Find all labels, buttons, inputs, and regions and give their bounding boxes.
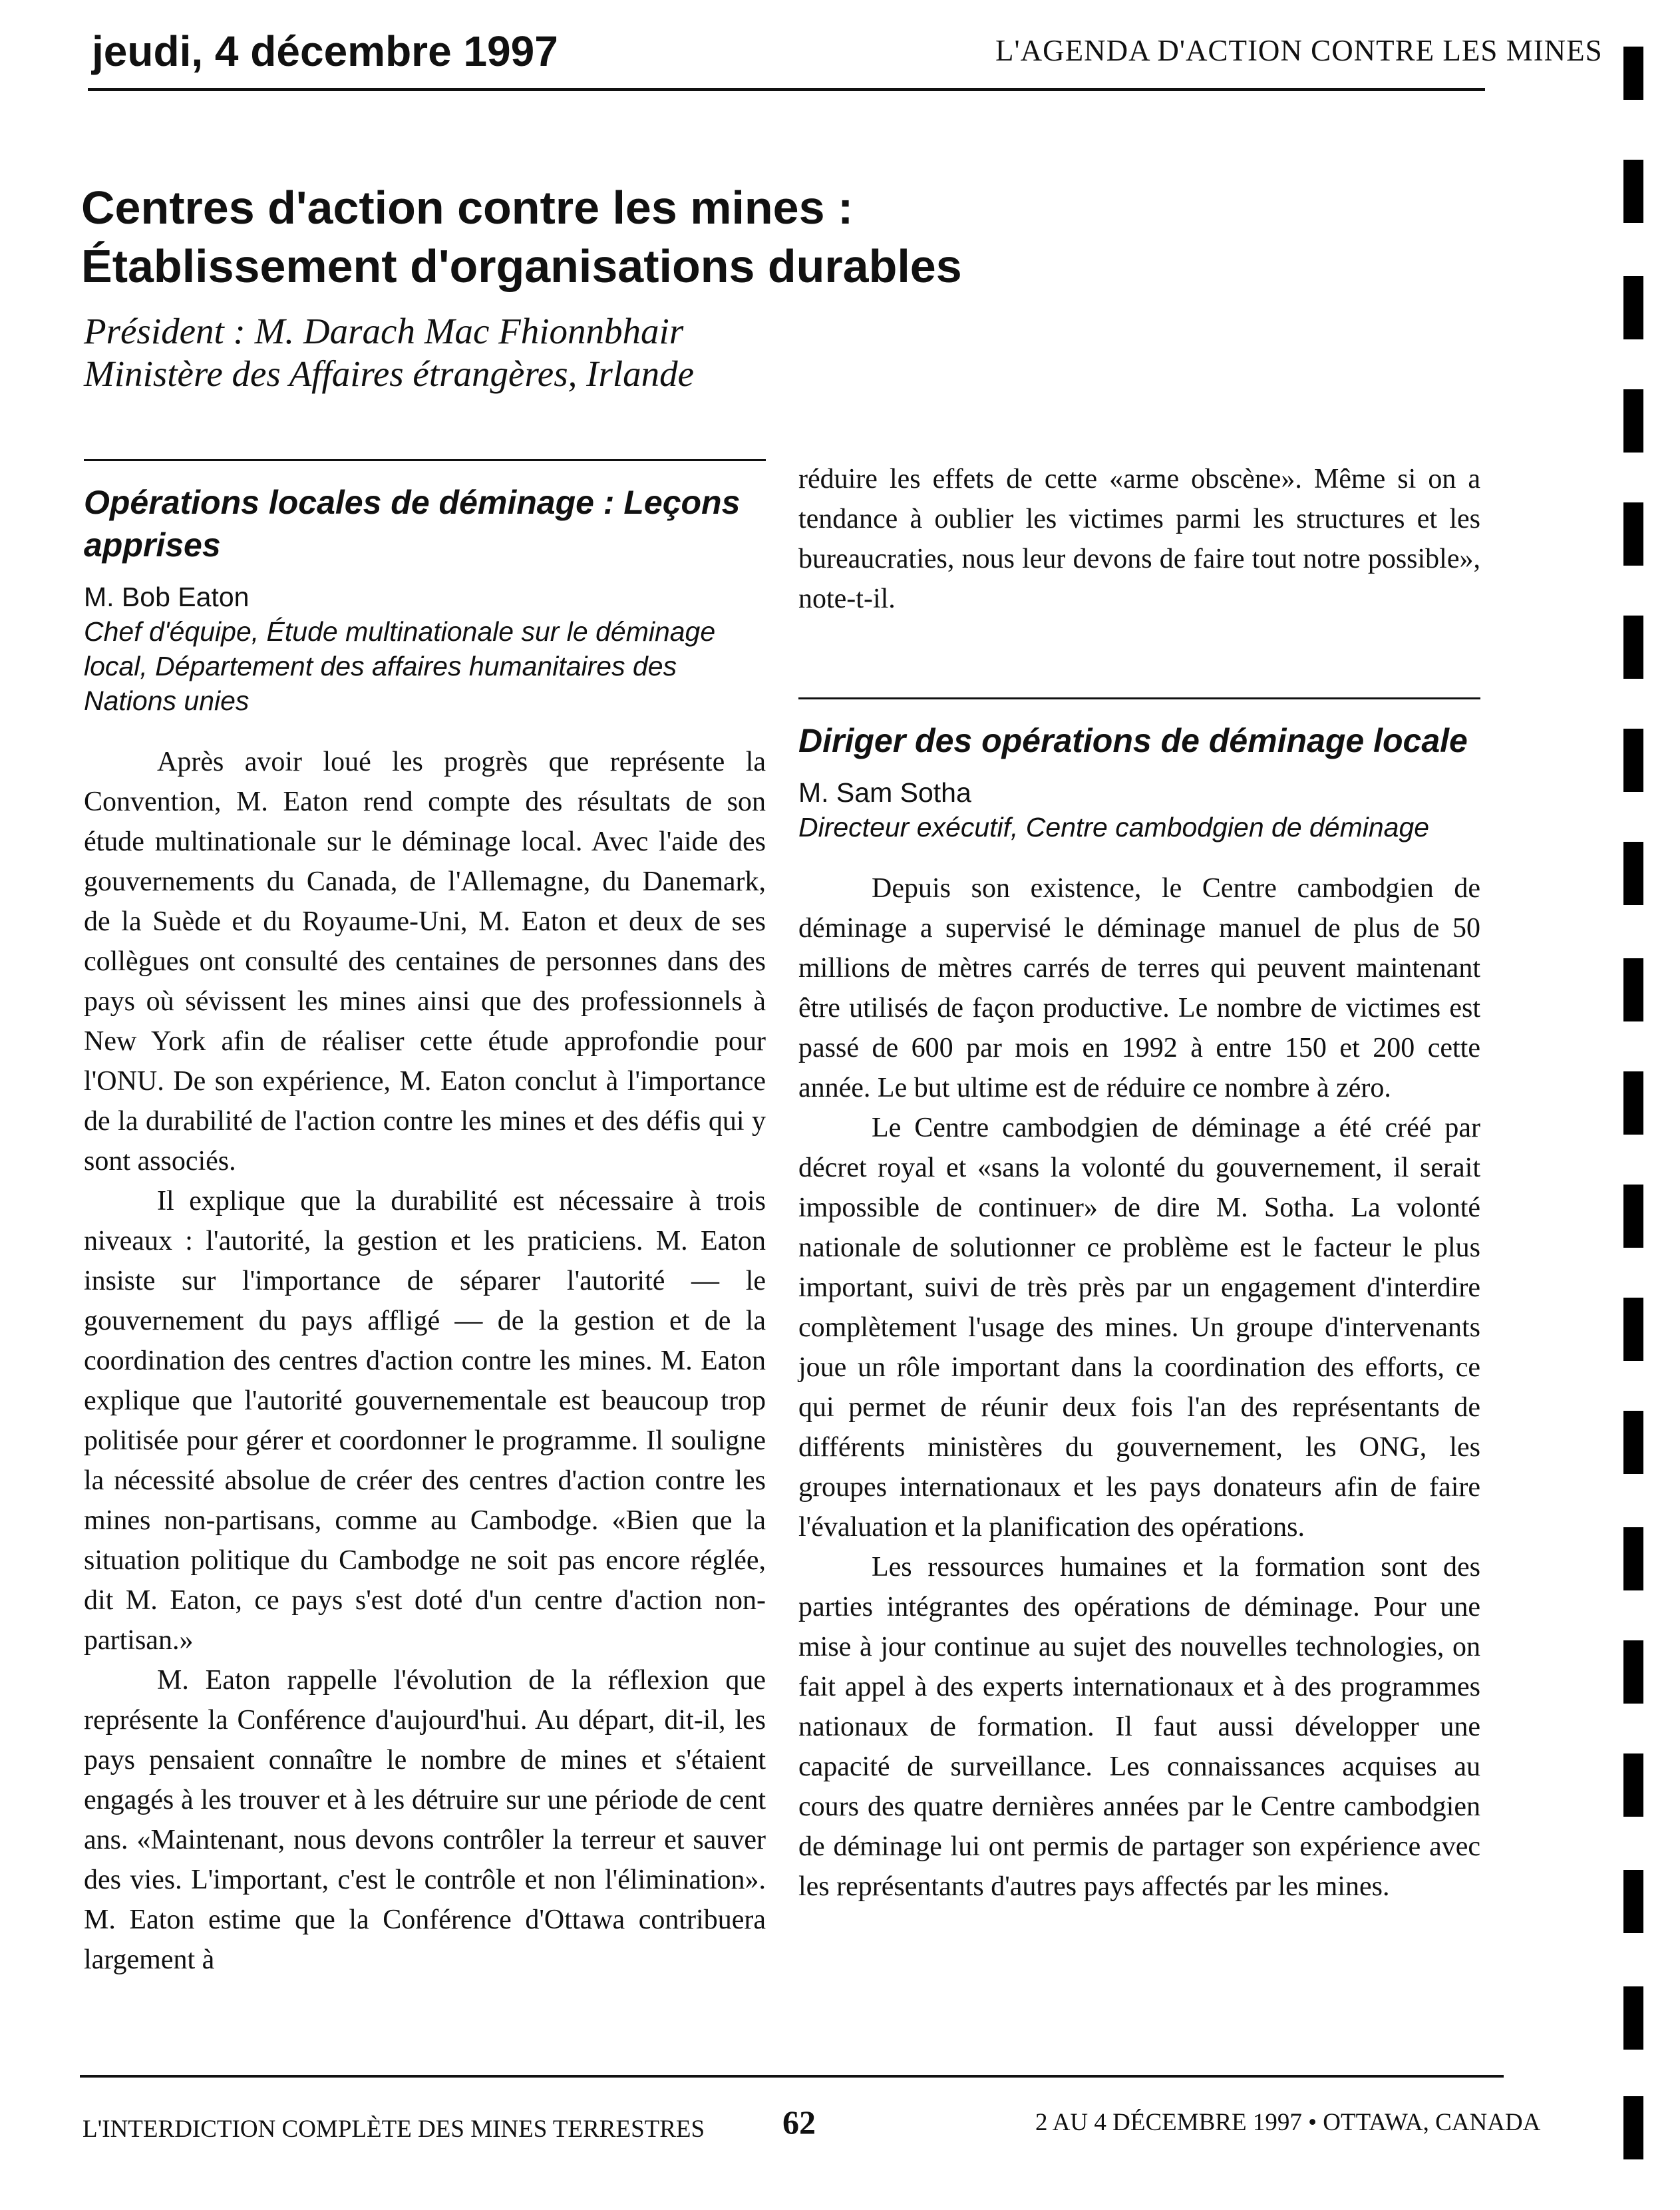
binding-mark [1623, 389, 1643, 453]
section-rule [84, 459, 766, 461]
section1-paragraph: M. Eaton rappelle l'évolution de la réflexion que représente la Conférence d'aujourd'hui. Au départ, dit-il, les pays pensaient connaître le nombre de mines et s'étaient engagés à les trouver et à les détruire sur une période de cent ans. «Maintenant, nous devons contrôler la terreur et sauver des vies. L'important, c'est le contrôle et non l'élimination». M. Eaton estime que la Conférence d'Ottawa contribuera largement à [84, 1665, 766, 1975]
binding-mark [1623, 616, 1643, 679]
binding-mark [1623, 1870, 1643, 1933]
section1-paragraph: Après avoir loué les progrès que représente la Convention, M. Eaton rend compte des résultats de son étude multinationale sur le déminage local. Avec l'aide des gouvernements du Canada, de l'Allemagne, du Danemark, de la Suède et du Royaume-Uni, M. Eaton et deux de ses collègues ont consulté des centaines de personnes dans des pays où sévissent les mines ainsi que des professionnels à New York afin de réaliser cette étude approfondie pour l'ONU. De son expérience, M. Eaton conclut à l'importance de la durabilité de l'action contre les mines et des défis qui y sont associés. [84, 747, 766, 1177]
page-title-line1: Centres d'action contre les mines : [81, 182, 854, 234]
binding-mark [1623, 2096, 1643, 2159]
header-rule [88, 88, 1485, 91]
binding-mark [1623, 47, 1643, 100]
binding-mark [1623, 1527, 1643, 1590]
section1-title: Opérations locales de déminage : Leçons apprises [84, 484, 741, 564]
section2-paragraph: Les ressources humaines et la formation sont des parties intégrantes des opérations de déminage. Pour une mise à jour continue au sujet des nouvelles technologies, on fait appel à des experts internationaux et à des programmes nationaux de formation. Il faut aussi développer une capacité de surveillance. Les connaissances acquises au cours des quatre dernières années par le Centre cambodgien de déminage lui ont permis de partager son expérience avec les représentants d'autres pays affectés par les mines. [798, 1552, 1480, 1902]
footer-publication-title: L'INTERDICTION COMPLÈTE DES MINES TERRESTRES [83, 2116, 705, 2143]
section2-role: Directeur exécutif, Centre cambodgien de déminage [798, 812, 1430, 842]
section-rule [798, 697, 1480, 699]
binding-mark [1623, 1986, 1643, 2050]
binding-mark [1623, 160, 1643, 223]
page-number: 62 [782, 2104, 816, 2141]
header-date: jeudi, 4 décembre 1997 [92, 27, 558, 75]
binding-mark [1623, 502, 1643, 566]
footer-rule [80, 2075, 1504, 2078]
section2-speaker: M. Sam Sotha [798, 777, 971, 808]
section1-paragraph: Il explique que la durabilité est nécessaire à trois niveaux : l'autorité, la gestion et les praticiens. M. Eaton insiste sur l'importance de séparer l'autorité — le gouvernement du pays affligé — de la gestion et de la coordination des centres d'action contre les mines. M. Eaton explique que l'autorité gouvernementale est beaucoup trop politisée pour gérer et coordonner le programme. Il souligne la nécessité absolue de créer des centres d'action contre les mines non-partisans, comme au Cambodge. «Bien que la situation politique du Cambodge ne soit pas encore réglée, dit M. Eaton, ce pays s'est doté d'un centre d'action non-partisan.» [84, 1186, 766, 1656]
binding-mark [1623, 842, 1643, 905]
page-title [81, 178, 962, 295]
binding-mark [1623, 276, 1643, 339]
binding-mark [1623, 1185, 1643, 1248]
binding-mark [1623, 1071, 1643, 1135]
section2-paragraph: Le Centre cambodgien de déminage a été créé par décret royal et «sans la volonté du gouvernement, il serait impossible de continuer» de dire M. Sotha. La volonté nationale de solutionner ce problème est le facteur le plus important, suivi de très près par un engagement d'interdire complètement l'usage des mines. Un groupe d'intervenants joue un rôle important dans la coordination des efforts, ce qui permet de réunir deux fois l'an des représentants de différents ministères du gouvernement, les ONG, les groupes internationaux et les pays donateurs afin de faire l'évaluation et la planification des opérations. [798, 1113, 1480, 1543]
binding-mark [1623, 729, 1643, 792]
left-column [84, 459, 766, 1980]
section1-speaker: M. Bob Eaton [84, 582, 250, 612]
header-agenda-title: L'AGENDA D'ACTION CONTRE LES MINES [995, 34, 1603, 67]
page-title-line2: Établissement d'organisations durables [81, 240, 962, 292]
section1-role: Chef d'équipe, Étude multinationale sur le déminage local, Département des affaires humanitaires des Nations unies [84, 616, 716, 716]
section1-continuation: réduire les effets de cette «arme obscène». Même si on a tendance à oublier les victimes parmi les structures et les bureaucraties, nous leur devons de faire tout notre possible», note-t-il. [798, 464, 1480, 614]
binding-mark [1623, 1298, 1643, 1361]
binding-mark [1623, 1411, 1643, 1474]
chair-info [84, 310, 694, 395]
chair-affiliation: Ministère des Affaires étrangères, Irlande [84, 353, 695, 394]
binding-mark [1623, 1753, 1643, 1817]
binding-mark [1623, 958, 1643, 1021]
chair-name: Président : M. Darach Mac Fhionnbhair [84, 311, 684, 351]
footer-event-info: 2 AU 4 DÉCEMBRE 1997 • OTTAWA, CANADA [1035, 2109, 1541, 2136]
binding-mark [1623, 1640, 1643, 1704]
section2-title: Diriger des opérations de déminage locale [798, 722, 1468, 759]
right-column [798, 459, 1480, 1907]
section2-paragraph: Depuis son existence, le Centre cambodgien de déminage a supervisé le déminage manuel de plus de 50 millions de mètres carrés de terres qui peuvent maintenant être utilisés de façon productive. Le nombre de victimes est passé de 600 par mois en 1992 à entre 150 et 200 cette année. Le but ultime est de réduire ce nombre à zéro. [798, 873, 1480, 1103]
